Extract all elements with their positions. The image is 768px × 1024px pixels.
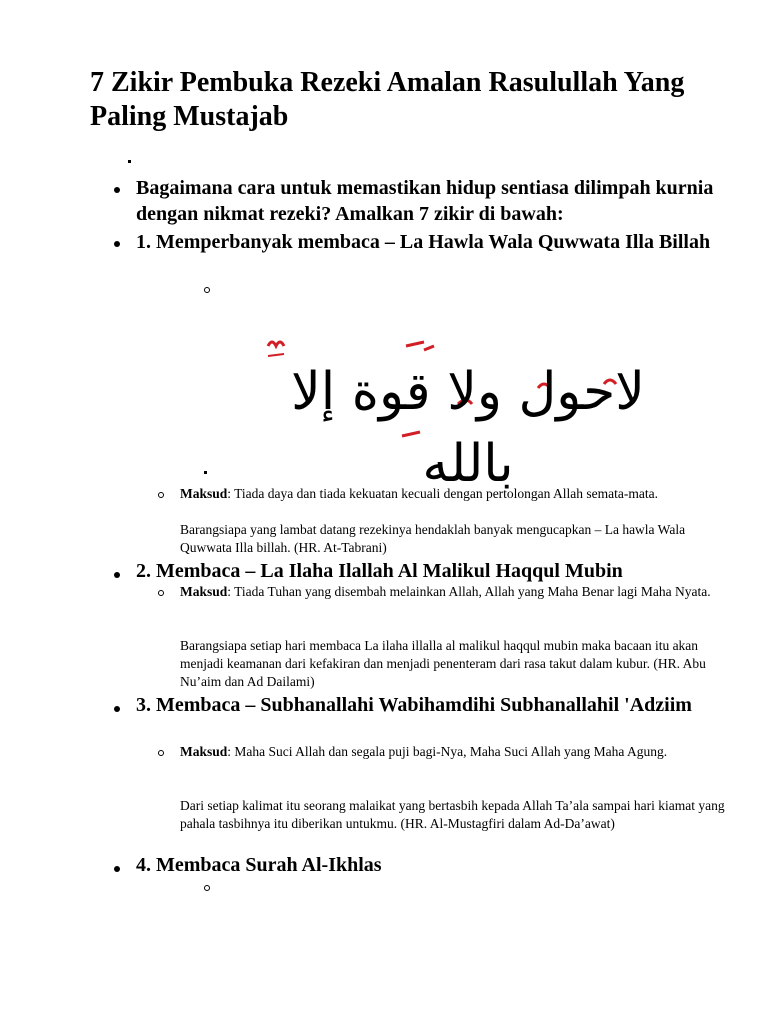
sub-bullet <box>158 750 164 756</box>
item-2-maksud: Maksud: Tiada Tuhan yang disembah melainkan Allah, Allah yang Maha Benar lagi Maha Nyata. <box>180 584 711 599</box>
list-bullet <box>114 187 120 193</box>
item-2-note: Barangsiapa setiap hari membaca La ilaha illalla al malikul haqqul mubin maka bacaan itu akan menjadi keamanan dari kefakiran dan menjadi penenteram dari rasa takut dalam kubur. (HR. Abu Nu’aim dan Ad Dailami) <box>180 638 706 689</box>
list-bullet <box>114 241 120 247</box>
item-4-heading: 4. Membaca Surah Al-Ikhlas <box>136 854 382 876</box>
item-2-heading: 2. Membaca – La Ilaha Ilallah Al Malikul Haqqul Mubin <box>136 560 623 582</box>
sub-bullet <box>158 492 164 498</box>
item-1-note: Barangsiapa yang lambat datang rezekinya hendaklah banyak mengucapkan – La hawla Wala Quwwata Illa billah. (HR. At-Tabrani) <box>180 522 686 555</box>
page-title: 7 Zikir Pembuka Rezeki Amalan Rasulullah Yang Paling Mustajab <box>90 67 685 132</box>
list-bullet <box>114 866 120 872</box>
arabic-calligraphy-image <box>248 332 688 494</box>
sub-bullet <box>204 885 210 891</box>
empty-bullet <box>204 471 207 474</box>
sub-bullet <box>158 590 164 596</box>
item-1-maksud: Maksud: Tiada daya dan tiada kekuatan kecuali dengan pertolongan Allah semata-mata. <box>180 486 659 501</box>
item-1-heading: 1. Memperbanyak membaca – La Hawla Wala Quwwata Illa Billah <box>136 231 711 253</box>
item-3-note: Dari setiap kalimat itu seorang malaikat yang bertasbih kepada Allah Ta’ala sampai hari kiamat yang pahala tasbihnya itu diberikan untukmu. (HR. Al-Mustagfiri dalam Ad-Da’awat) <box>180 798 725 831</box>
item-3-maksud: Maksud: Maha Suci Allah dan segala puji bagi-Nya, Maha Suci Allah yang Maha Agung. <box>180 744 668 759</box>
intro-text: Bagaimana cara untuk memastikan hidup sentiasa dilimpah kurnia dengan nikmat rezeki? Amalkan 7 zikir di bawah: <box>136 177 714 225</box>
empty-bullet <box>128 160 131 163</box>
list-bullet <box>114 706 120 712</box>
list-bullet <box>114 572 120 578</box>
sub-bullet <box>204 287 210 293</box>
item-3-heading: 3. Membaca – Subhanallahi Wabihamdihi Subhanallahil 'Adziim <box>136 694 692 716</box>
arabic-text: لاحول ولا قوة إلا بالله <box>291 362 645 494</box>
